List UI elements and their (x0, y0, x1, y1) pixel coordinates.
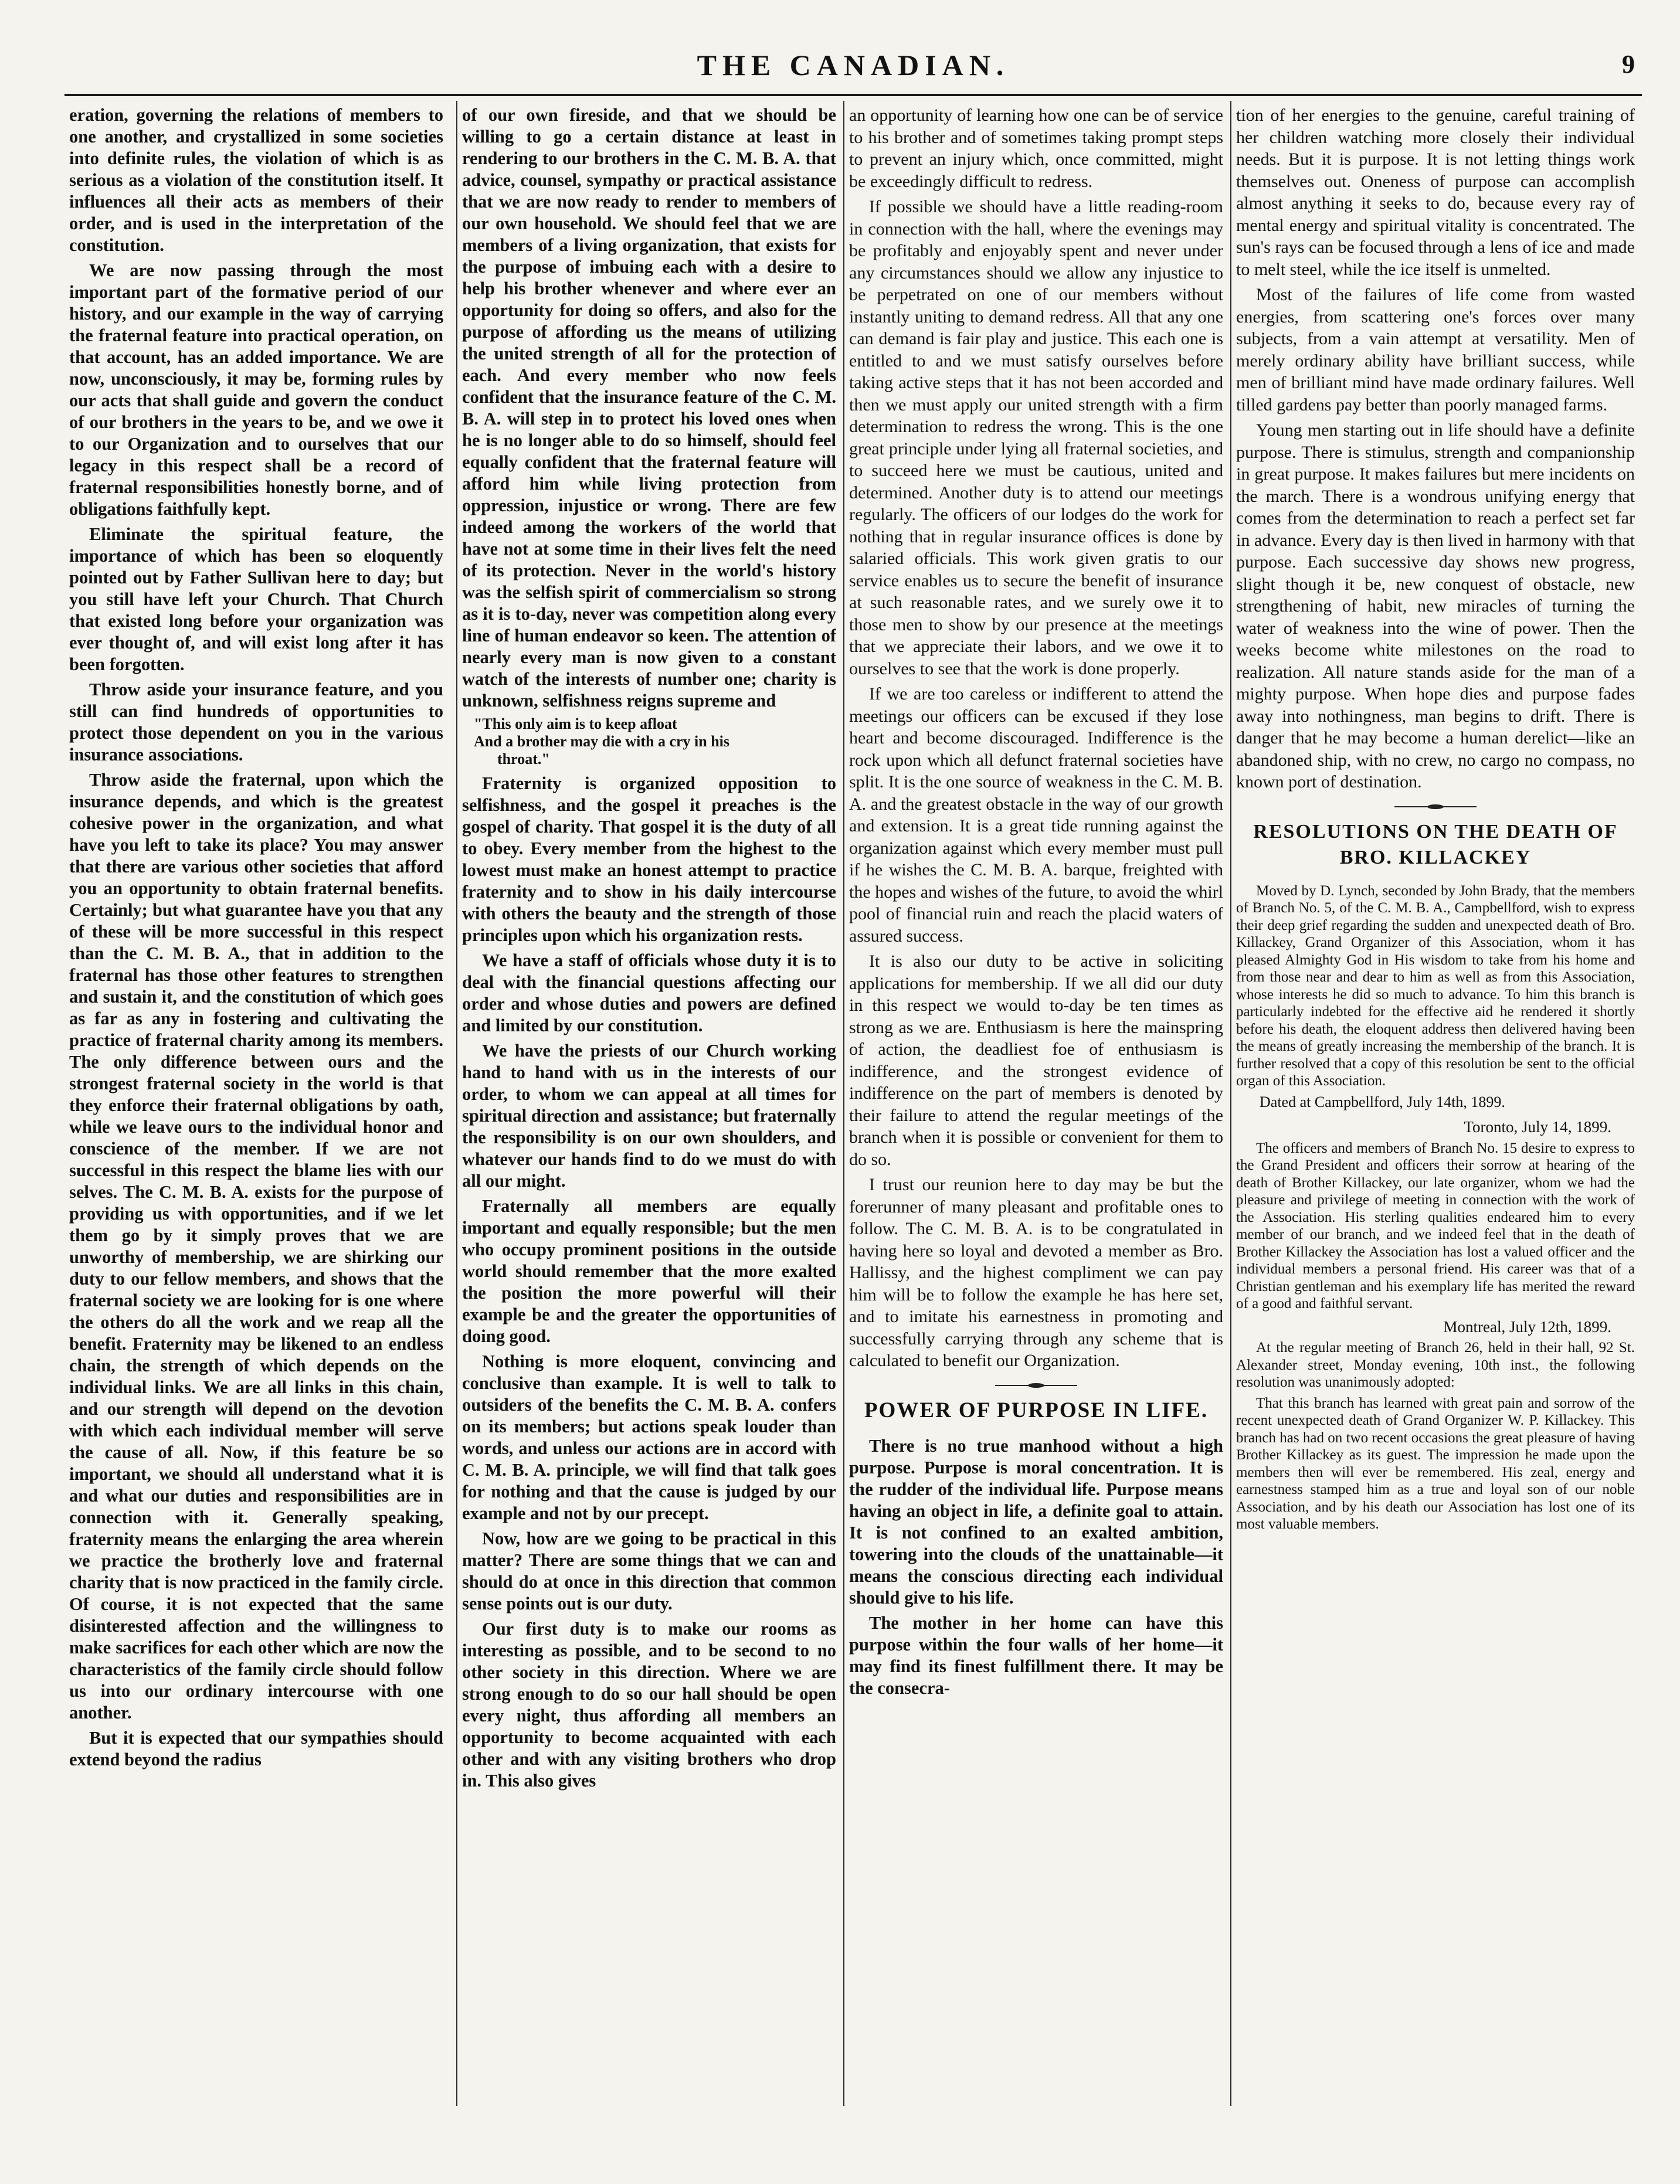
paragraph: eration, governing the relations of members to one another, and crystallized in some societies into definite rules, the violation of which is as serious as a violation of the constitution itself. It influences all their acts as members of their order, and is used in the interpretation of the constitution. (69, 105, 443, 255)
paragraph: Young men starting out in life should have a definite purpose. There is stimulus, strength and companionship in great purpose. It makes failures but mere incidents on the march. There is a wondrous unifying energy that comes from the determination to reach a perfect set far in advance. Every day is then lived in harmony with that purpose. Each successive day shows new progress, slight though it be, new conquest of obstacle, new strengthening of habit, new miracles of turning the water of weakness into the wine of power. Then the weeks become white milestones on the road to realization. All nature stands aside for the man of a mighty purpose. When hope dies and purpose fades away into nothingness, man begins to drift. There is danger that he may become a human derelict—like an abandoned ship, with no crew, no cargo no compass, no known port of destination. (1236, 420, 1635, 792)
resolution-text: At the regular meeting of Branch 26, held in their hall, 92 St. Alexander street, Monday evening, 10th inst., the following resolution was unanimously adopted: (1236, 1340, 1635, 1390)
paragraph: Eliminate the spiritual feature, the importance of which has been so eloquently pointed out by Father Sullivan here to day; but you still have left your Church. That Church that existed long before your organization was ever thought of, and will exist long after it has been forgotten. (69, 524, 443, 674)
paragraph: Now, how are we going to be practical in this matter? There are some things that we can and should do at once in this direction that common sense points out is our duty. (462, 1529, 836, 1614)
resolution-dateline: Toronto, July 14, 1899. (1464, 1118, 1611, 1136)
paragraph: Throw aside the fraternal, upon which the insurance depends, and which is the greatest cohesive power in the organization, and what have you left to take its place? You may answer that there are various other societies that afford you an opportunity to obtain fraternal benefits. Certainly; but what guarantee have you that any of these will be more successful in this respect than the C. M. B. A., that in addition to the fraternal has those other features to strengthen and sustain it, and the constitution of which goes as far as any in fostering and cultivating the practice of fraternal charity among its members. The only difference between ours and the strongest fraternal society in the world is that they enforce their fraternal obligations by oath, while we leave ours to the individual honor and conscience of the member. If we are not successful in this respect the blame lies with our selves. The C. M. B. A. exists for the purpose of providing us with opportunities, and if we let them go by it simply proves that we are unworthy of membership, we are shirking our duty to our fellow members, and shows that the fraternal society we are looking for is one where the others do all the work and we reap all the benefit. Fraternity may be likened to an endless chain, the strength of which depends on the individual links. We are all links in this chain, and our strength will depend on the devotion with which each individual member will serve the cause of all. Now, if this feature be so important, we should all understand what it is and what our duties and responsibilities are in connection with it. Generally speaking, fraternity means the enlarging the area wherein we practice the brotherly love and fraternal charity that is now practiced in the family circle. Of course, it is not expected that the same disinterested affection and the willingness to make sacrifices for each other which are now the characteristics of the family circle should follow us into our ordinary intercourse with one another. (69, 770, 443, 1723)
section-separator (1394, 804, 1477, 810)
paragraph: If we are too careless or indifferent to attend the meetings our officers can be excused if they lose heart and become discouraged. Indifference is the rock upon which all defunct fraternal societies have split. It is the one source of weakness in the C. M. B. A. and the greatest obstacle in the way of our growth and extension. It is a great tide running against the organization against which every member must pull if he wishes the C. M. B. A. barque, freighted with the hopes and wishes of the future, to avoid the whirl pool of financial ruin and reach the placid waters of assured success. (849, 684, 1223, 946)
column-3 (849, 104, 1223, 2110)
paragraph: There is no true manhood without a high purpose. Purpose is moral concentration. It is the rudder of the individual life. Purpose means having an object in life, a definite goal to attain. It is not confined to an exalted ambition, towering into the clouds of the unattainable—it means the conscious directing each individual should give to his life. (849, 1435, 1223, 1608)
paragraph: Most of the failures of life come from wasted energies, from scattering one's forces over many subjects, from a vain attempt at versatility. Men of merely ordinary ability have brilliant success, while men of brilliant mind have made ordinary failures. Well tilled gardens pay better than poorly managed farms. (1236, 285, 1635, 415)
paragraph: Our first duty is to make our rooms as interesting as possible, and to be second to no other society in this direction. Where we are strong enough to do so our hall should be open every night, thus affording all members an opportunity to become acquainted with each other and with any visiting brothers who drop in. This also gives (462, 1619, 836, 1791)
column-1 (69, 104, 443, 2110)
paragraph: Nothing is more eloquent, convincing and conclusive than example. It is well to talk to outsiders of the benefits the C. M. B. A. confers on its members; but actions speak louder than words, and unless our actions are in accord with C. M. B. A. principle, we will find that talk goes for nothing and that the cause is judged by our example and not by our precept. (462, 1351, 836, 1523)
paragraph: Throw aside your insurance feature, and you still can find hundreds of opportunities to protect those dependent on you in the various insurance associations. (69, 680, 443, 765)
paragraph: I trust our reunion here to day may be but the forerunner of many pleasant and profitable ones to follow. The C. M. B. A. is to be congratulated in having here so loyal and devoted a member as Bro. Hallissy, and the highest compliment we can pay him will be to follow the example he has here set, and to imitate his earnestness in promoting and successfully carrying through any scheme that is calculated to benefit our Organization. (849, 1175, 1223, 1370)
paragraph: Fraternity is organized opposition to selfishness, and the gospel it preaches is the gospel of charity. That gospel it is the duty of all to obey. Every member from the highest to the lowest must make an honest attempt to practice fraternity and to show in his daily intercourse with others the beauty and the strength of those principles upon which his organization rests. (462, 773, 836, 945)
resolution-text: The officers and members of Branch No. 15 desire to express to the Grand President and officers their sorrow at hearing of the death of Brother Killackey, our late organizer, whom we had the pleasure and privilege of meeting in connection with the work of the Association. His sterling qualities endeared him to every member of our branch, and we indeed feel that in the death of Brother Killackey the Association has lost a valued officer and the individual members a personal friend. His career was that of a Christian gentleman and his exemplary life has merited the reward of a good and faithful servant. (1236, 1140, 1635, 1312)
paragraph: The mother in her home can have this purpose within the four walls of her home—it may find its finest fulfillment there. It may be the consecra- (849, 1612, 1223, 1698)
verse-quote (462, 715, 836, 768)
masthead (65, 41, 1642, 94)
resolution-text: Moved by D. Lynch, seconded by John Brady, that the members of Branch No. 5, of the C. M. B. A., Campbellford, wish to express their deep grief regarding the sudden and unexpected death of Bro. Killackey, Grand Organizer of this Association, whom it has pleased Almighty God in His wisdom to take from his home and from those near and dear to him as well as from this Association, whose interests he did so much to advance. To him this branch is particularly indebted for the effective aid he rendered it shortly before his death, the eloquent address then delivered having been the means of greatly increasing the membership of the branch. It is further resolved that a copy of this resolution be sent to the official organ of this Association. (1236, 882, 1635, 1089)
paragraph: We have the priests of our Church working hand to hand with us in the interests of our order, to whom we can appeal at all times for spiritual direction and assistance; but fraternally the responsibility is on our own shoulders, and whatever our hands find to do we must do with all our might. (462, 1041, 836, 1191)
paragraph: We have a staff of officials whose duty it is to deal with the financial questions affecting our order and whose duties and powers are defined and limited by our constitution. (462, 950, 836, 1035)
paragraph: tion of her energies to the genuine, careful training of her children watching more closely their individual needs. But it is purpose. It is not letting things work themselves out. Oneness of purpose can accomplish almost anything it seeks to do, because every ray of mental energy and spiritual vitality is concentrated. The sun's rays can be focused through a lens of ice and made to melt steel, while the ice itself is unmelted. (1236, 106, 1635, 279)
article-heading: POWER OF PURPOSE IN LIFE. (864, 1398, 1209, 1422)
newspaper-title: THE CANADIAN. (697, 49, 1010, 81)
column-4 (1236, 104, 1635, 2110)
section-separator (995, 1383, 1077, 1388)
masthead-rule (65, 94, 1642, 96)
resolution-date: Dated at Campbellford, July 14th, 1899. (1260, 1093, 1505, 1110)
column-divider (456, 101, 457, 2106)
article-heading: RESOLUTIONS ON THE DEATH OF BRO. KILLACKEY (1253, 820, 1618, 868)
page-number: 9 (1622, 50, 1635, 79)
paragraph: Fraternally all members are equally important and equally responsible; but the men who occupy prominent positions in the outside world should remember that the more exalted the position the more powerful will their example be and the greater the opportunities of doing good. (462, 1196, 836, 1346)
column-2 (462, 104, 836, 2110)
verse-line: throat." (497, 750, 550, 767)
resolution-dateline: Montreal, July 12th, 1899. (1443, 1317, 1611, 1336)
verse-line: "This only aim is to keep afloat (474, 715, 677, 732)
verse-line: And a brother may die with a cry in his (474, 733, 730, 750)
paragraph: But it is expected that our sympathies should extend beyond the radius (69, 1728, 443, 1769)
column-divider (1230, 101, 1231, 2106)
paragraph: of our own fireside, and that we should be willing to go a certain distance at least in rendering to our brothers in the C. M. B. A. that advice, counsel, sympathy or practical assistance that we are now ready to render to members of our own household. We should feel that we are members of a living organization, that exists for the purpose of imbuing each with a desire to help his brother whenever and where ever an opportunity for doing so offers, and also for the purpose of affording us the means of utilizing the united strength of all for the protection of each. And every member who now feels confident that the insurance feature of the C. M. B. A. will step in to protect his loved ones when he is no longer able to do so himself, should feel equally confident that the fraternal feature will afford him while living protection from oppression, injustice or wrong. There are few indeed among the workers of the world that have not at some time in their lives felt the need of its protection. Never in the world's history was the selfish spirit of commercialism so strong as it is to-day, never was competition along every line of human endeavor so keen. The attention of nearly every man is now given to a constant watch of the interests of number one; charity is unknown, selfishness reigns supreme and (462, 105, 836, 711)
paragraph: If possible we should have a little reading-room in connection with the hall, where the evenings may be profitably and enjoyably spent and never under any circumstances should we allow any injustice to be perpetrated on one of our members without instantly uniting to demand redress. All that any one can demand is fair play and justice. This each one is entitled to and we must satisfy ourselves before taking active steps that it has not been accorded and then we must apply our united strength with a firm determination to redress the wrong. This is the one great principle under lying all fraternal societies, and to succeed here we must be cautious, united and determined. Another duty is to attend our meetings regularly. The officers of our lodges do the work for nothing that in regular insurance offices is done by salaried officials. This work given gratis to our service enables us to secure the benefit of insurance at such reasonable rates, and we surely owe it to those men to show by our presence at the meetings that we appreciate their labors, and we owe it to ourselves to see that the work is done properly. (849, 197, 1223, 678)
paragraph: an opportunity of learning how one can be of service to his brother and of sometimes taking prompt steps to prevent an injury which, once committed, might be exceedingly difficult to redress. (849, 106, 1223, 191)
paragraph: We are now passing through the most important part of the formative period of our history, and our example in the way of carrying the fraternal feature into practical operation, on that account, has an added importance. We are now, unconsciously, it may be, forming rules by our acts that shall guide and govern the conduct of our brothers in the years to be, and we owe it to our Organization and to ourselves that our legacy in this respect shall be a record of fraternal responsibilities honestly borne, and of obligations faithfully kept. (69, 260, 443, 519)
resolution-text: That this branch has learned with great pain and sorrow of the recent unexpected death of Grand Organizer W. P. Killackey. This branch has had on two recent occasions the great pleasure of having Brother Killackey as its guest. The impression he made upon the members then will ever be remembered. His zeal, energy and earnestness stamped him as a true and loyal son of our noble Association, and by his death our Association has lost one of its most valuable members. (1236, 1395, 1635, 1532)
paragraph: It is also our duty to be active in soliciting applications for membership. If we all did our duty in this respect we would to-day be ten times as strong as we are. Enthusiasm is here the mainspring of action, the deadliest foe of enthusiasm is indifference, and the strongest evidence of indifference on the part of members is denoted by their failure to attend the regular meetings of the branch when it is possible or convenient for them to do so. (849, 952, 1223, 1169)
column-divider (843, 101, 844, 2106)
